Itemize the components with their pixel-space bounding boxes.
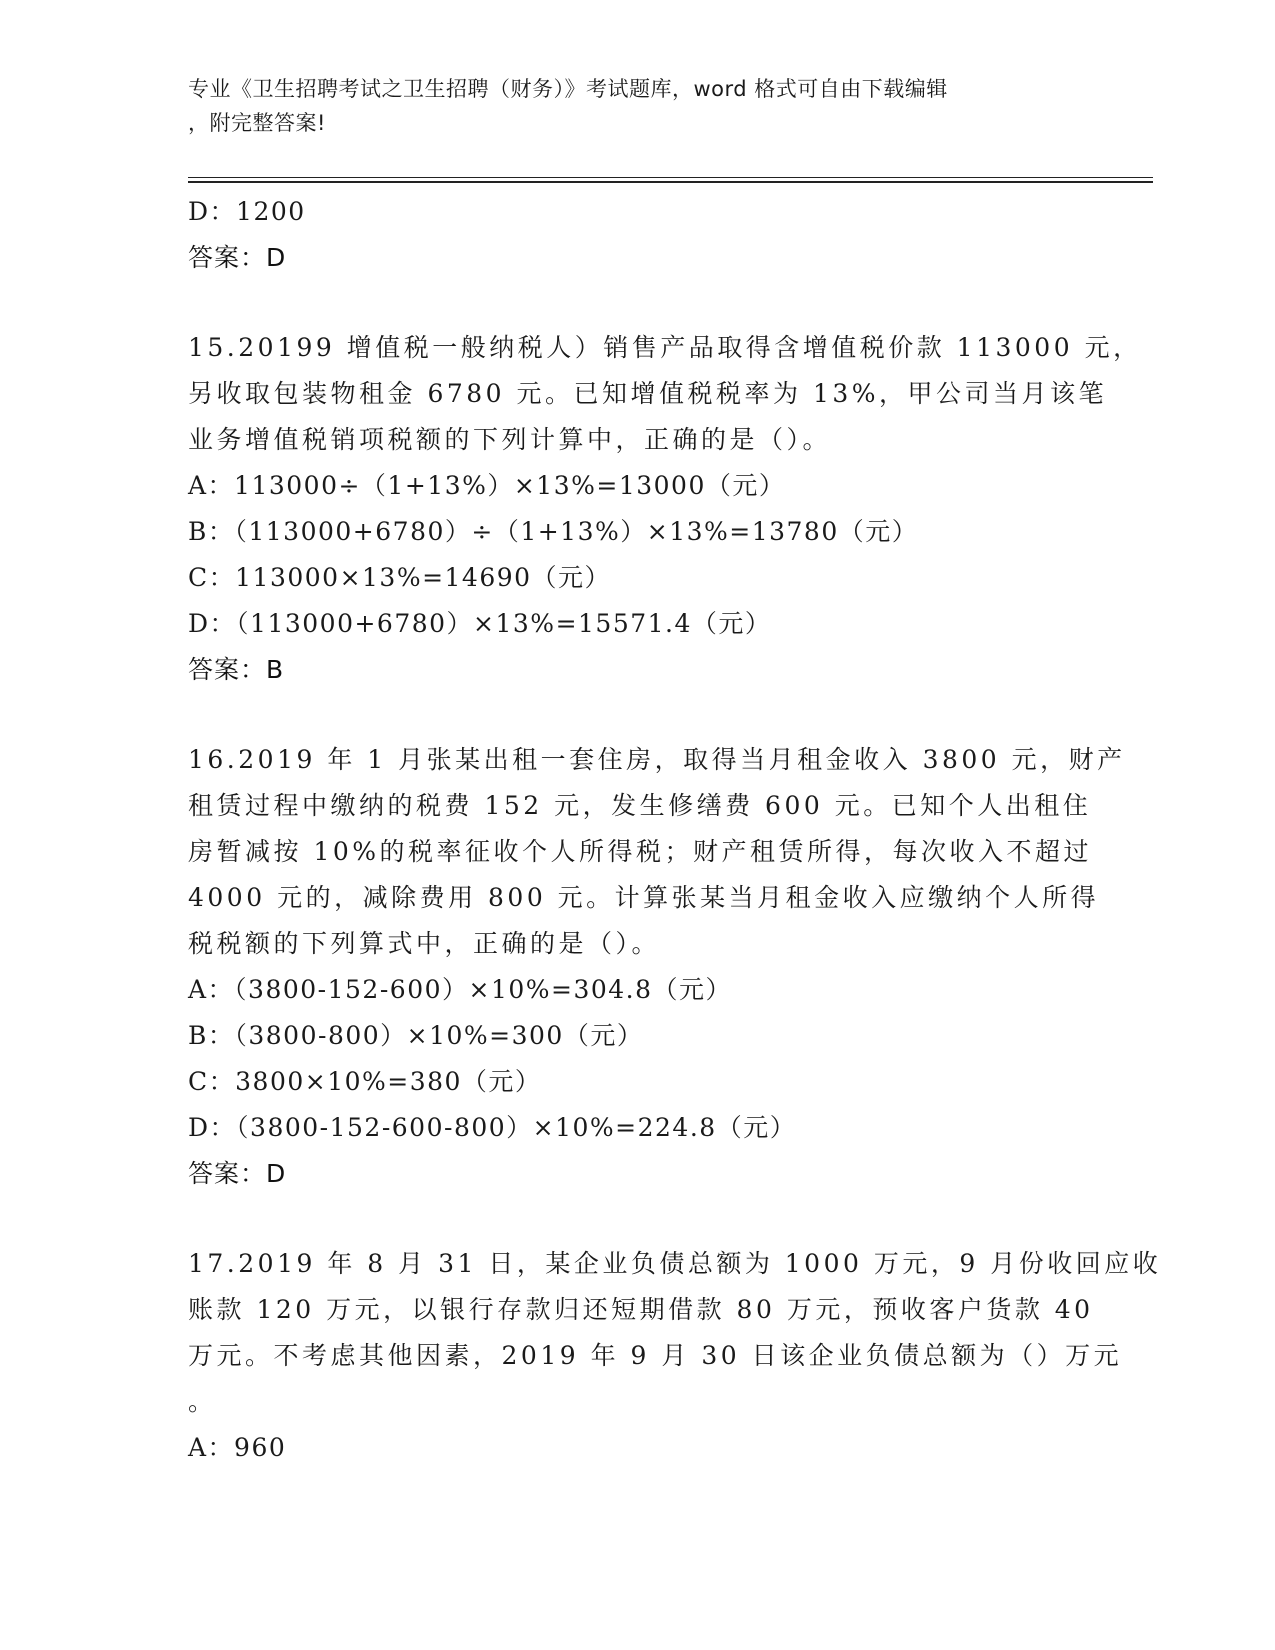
question-stem-line: 万元。不考虑其他因素，2019 年 9 月 30 日该企业负债总额为（）万元 [188,1341,1123,1370]
question-stem-line: 15.20199 增值税一般纳税人）销售产品取得含增值税价款 113000 元， [188,333,1142,362]
question-stem-line: 税税额的下列算式中，正确的是（）。 [188,929,661,958]
question-stem-line: 4000 元的，减除费用 800 元。计算张某当月租金收入应缴纳个人所得 [188,883,1100,912]
section-gap [188,281,1088,325]
header-divider-thin [188,177,1153,178]
option-c: C：3800×10%=380（元） [188,1067,542,1096]
question-stem-line: 。 [188,1387,217,1416]
header-title-line-2: ，附完整答案! [188,111,326,135]
question-16 [188,737,1126,1197]
previous-question-tail [188,189,1088,281]
header-title-line-1: 专业《卫生招聘考试之卫生招聘（财务）》考试题库，word 格式可自由下载编辑 [188,77,948,101]
question-stem-line: 租赁过程中缴纳的税费 152 元，发生修缮费 600 元。已知个人出租住 [188,791,1092,820]
question-stem-line: 16.2019 年 1 月张某出租一套住房，取得当月租金收入 3800 元，财产 [188,745,1126,774]
question-stem-line: 业务增值税销项税额的下列计算中，正确的是（）。 [188,425,832,454]
question-17 [188,1241,1162,1471]
answer-line: 答案：D [188,243,287,272]
option-a: A：113000÷（1+13%）×13%=13000（元） [188,471,786,500]
option-d: D：（113000+6780）×13%=15571.4（元） [188,609,772,638]
question-stem-line: 房暂减按 10%的税率征收个人所得税；财产租赁所得，每次收入不超过 [188,837,1093,866]
document-header [188,72,1088,140]
answer-line: 答案：D [188,1159,287,1188]
header-divider-thick [188,181,1153,183]
option-c: C：113000×13%=14690（元） [188,563,612,592]
option-b: B：（3800-800）×10%=300（元） [188,1021,644,1050]
option-a: A：（3800-152-600）×10%=304.8（元） [188,975,733,1004]
option-d: D：1200 [188,197,306,226]
question-stem-line: 17.2019 年 8 月 31 日，某企业负债总额为 1000 万元，9 月份收回应收 [188,1249,1162,1278]
option-b: B：（113000+6780）÷（1+13%）×13%=13780（元） [188,517,919,546]
document-body [188,189,1162,1471]
question-stem-line: 另收取包装物租金 6780 元。已知增值税税率为 13%，甲公司当月该笔 [188,379,1108,408]
answer-line: 答案：B [188,655,285,684]
section-gap [188,693,1088,737]
option-d: D：（3800-152-600-800）×10%=224.8（元） [188,1113,797,1142]
section-gap [188,1197,1088,1241]
question-stem-line: 账款 120 万元，以银行存款归还短期借款 80 万元，预收客户货款 40 [188,1295,1094,1324]
option-a: A：960 [188,1433,287,1462]
question-15 [188,325,1142,693]
